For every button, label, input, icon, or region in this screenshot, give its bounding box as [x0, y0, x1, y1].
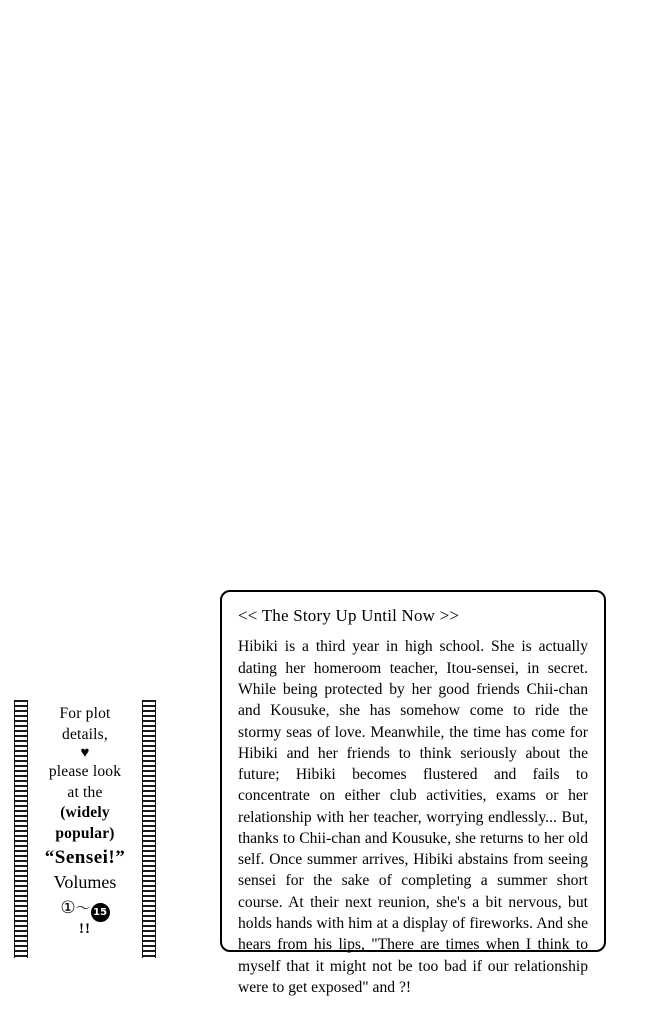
side-note-line-2: details, — [62, 725, 108, 743]
hatch-bar-right — [142, 700, 156, 958]
side-note-line-3: please look — [48, 763, 122, 781]
exclamation-marks: !! — [79, 921, 91, 938]
volume-range-tilde: ～ — [75, 898, 91, 917]
heart-icon: ♥ — [80, 745, 90, 762]
story-recap-box — [220, 590, 606, 996]
story-heading: << The Story Up Until Now >> — [238, 606, 460, 625]
story-body — [238, 636, 588, 998]
side-note-line-5: (widely — [60, 804, 110, 822]
side-note-line-1: For plot — [59, 705, 111, 722]
side-note-line-6: popular) — [55, 825, 115, 843]
side-note-text — [28, 700, 142, 958]
hatch-bar-left — [14, 700, 28, 958]
side-note-block — [14, 700, 156, 958]
volume-range-last-number: 15 — [93, 906, 108, 918]
volumes-label: Volumes — [53, 871, 117, 892]
side-note-line-4: at the — [67, 783, 103, 801]
volume-range — [30, 896, 140, 922]
volume-range-first: ① — [60, 897, 76, 918]
series-title: “Sensei!” — [44, 846, 126, 868]
volume-range-last — [91, 903, 110, 922]
story-paragraph: Hibiki is a third year in high school. She is actually dating her homeroom teacher, Itou-sensei, in secret. While being protected by her good friends Chii-chan and Kousuke, she has somehow come to ride the stormy seas of love. Meanwhile, the time has come for Hibiki and her friends to think seriously about the future; Hibiki becomes flustered and fails to concentrate on either club activities, exams or her relationship with her teacher, worrying endlessly... But, thanks to Chii-chan and Kousuke, she returns to her old self. Once summer arrives, Hibiki abstains from seeing sensei for the sake of completing a summer short course. At their next reunion, she's a bit nervous, but holds hands with him at a display of fireworks. And she hears from his lips, "There are times when I think to myself that it might not be too bad if our relationship were to get exposed" and ?! — [238, 638, 588, 996]
